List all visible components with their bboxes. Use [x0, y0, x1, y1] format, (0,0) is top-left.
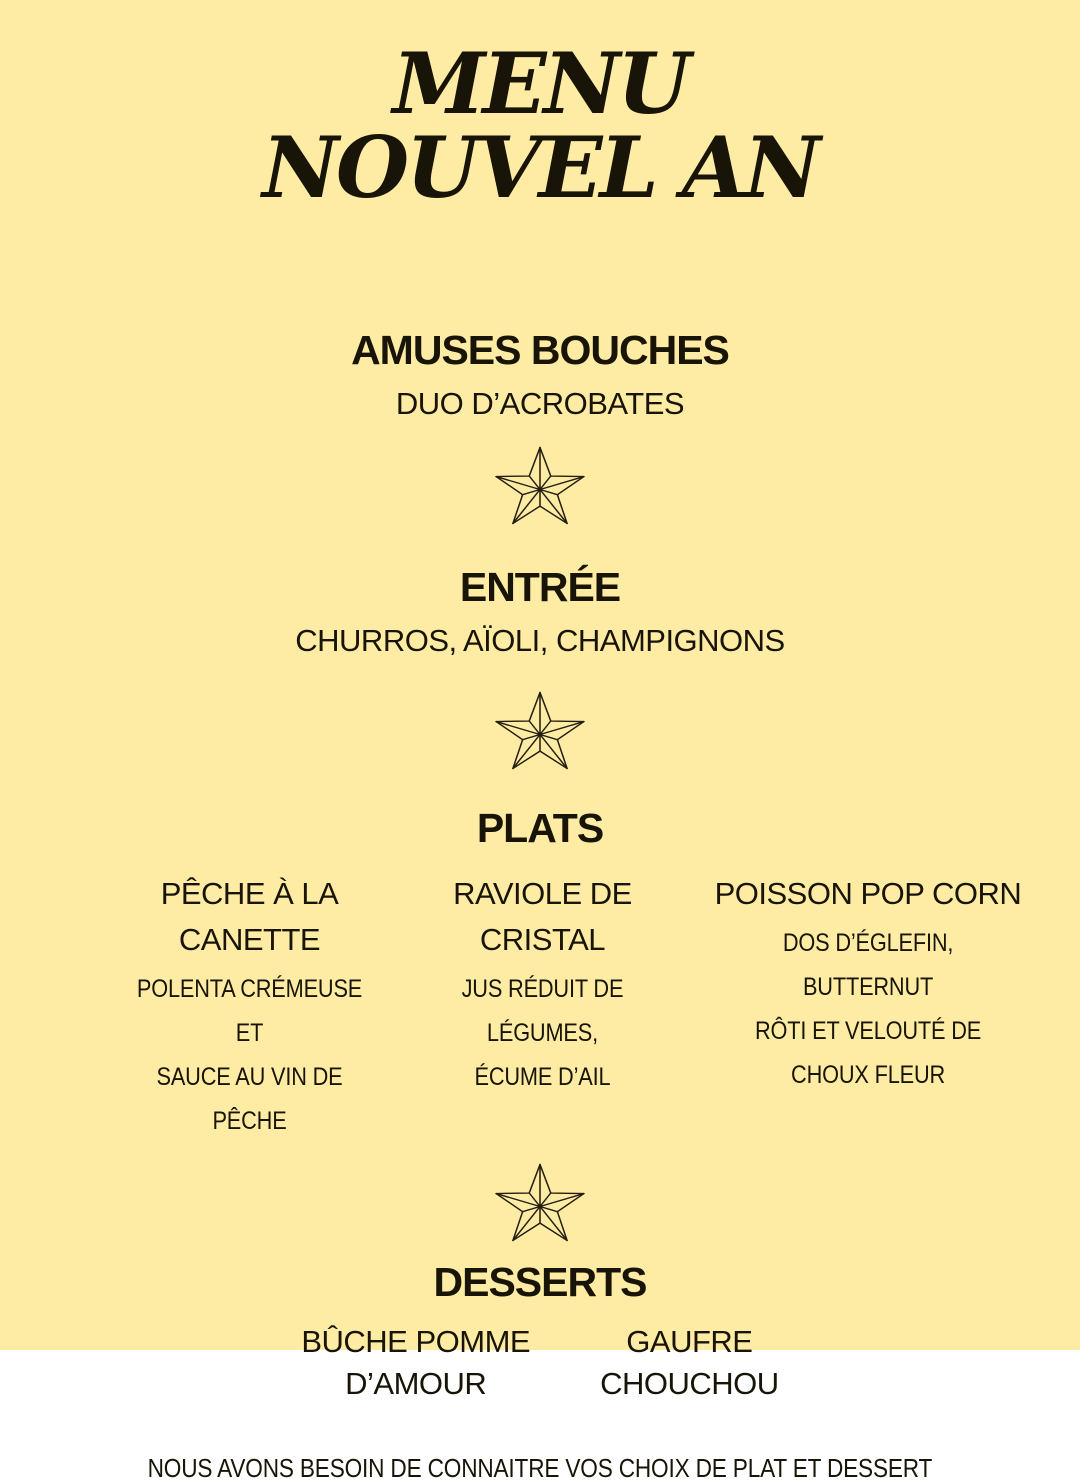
plat-item-peche-a-la-canette	[110, 871, 389, 1143]
star-icon	[492, 689, 588, 778]
star-icon	[492, 444, 588, 533]
dish-description: DOS D’ÉGLEFIN, BUTTERNUT RÔTI ET VELOUTÉ DE CHOUX FLEUR	[754, 928, 981, 1089]
dish-name: POISSON POP CORN	[714, 875, 1022, 911]
title-line-1: MENU	[392, 34, 688, 133]
section-heading-plats: PLATS	[476, 804, 604, 851]
amuses-bouches-item: DUO D’ACROBATES	[395, 386, 685, 422]
page-title	[262, 34, 818, 217]
dessert-item-gaufre-chouchou: GAUFRE CHOUCHOU	[600, 1323, 779, 1401]
section-heading-desserts: DESSERTS	[433, 1258, 647, 1305]
title-line-2: NOUVEL AN	[262, 118, 818, 217]
plat-item-poisson-pop-corn	[696, 871, 1040, 1143]
dish-description: POLENTA CRÉMEUSE ET SAUCE AU VIN DE PÊCHE	[136, 974, 363, 1135]
dish-name: RAVIOLE DE CRISTAL	[453, 875, 632, 957]
dish-description: JUS RÉDUIT DE LÉGUMES, ÉCUME D’AIL	[461, 974, 624, 1091]
entree-item: CHURROS, AÏOLI, CHAMPIGNONS	[295, 622, 785, 658]
plats-columns	[0, 871, 1080, 1143]
star-icon	[492, 1161, 588, 1250]
plat-item-raviole-de-cristal	[389, 871, 696, 1143]
section-heading-amuses-bouches: AMUSES BOUCHES	[351, 327, 729, 374]
desserts-columns	[301, 1321, 778, 1405]
dish-name: PÊCHE À LA CANETTE	[160, 875, 339, 957]
footer-note: NOUS AVONS BESOIN DE CONNAITRE VOS CHOIX DE PLAT ET DESSERT	[147, 1452, 933, 1483]
section-heading-entree: ENTRÉE	[459, 563, 621, 610]
dessert-item-buche-pomme-damour: BÛCHE POMME D’AMOUR	[301, 1323, 531, 1401]
